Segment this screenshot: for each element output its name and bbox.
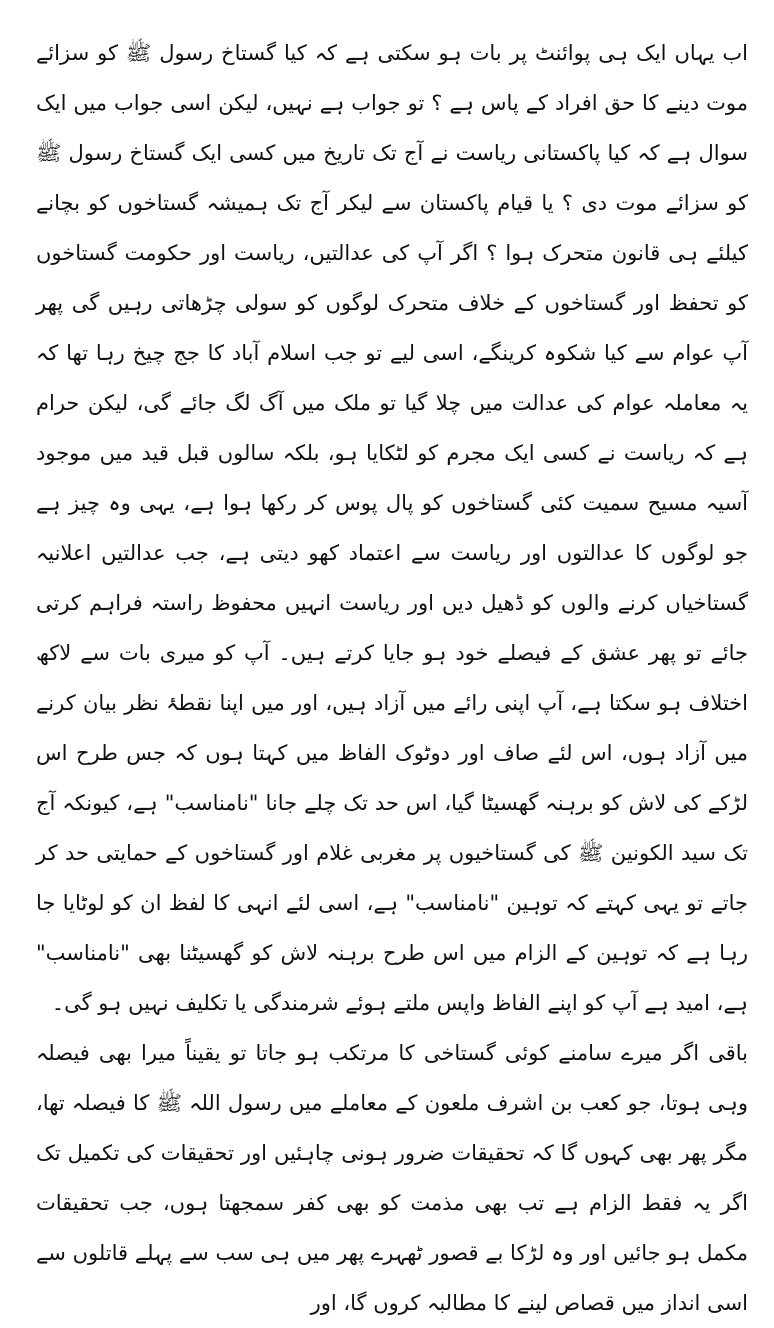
paragraph-2: باقی اگر میرے سامنے کوئی گستاخی کا مرتکب ہو جاتا تو یقیناً میرا بھی فیصلہ وہی ہوتا، جو کعب بن اشرف ملعون کے معاملے میں رسول اللہ ﷺ کا فیصلہ تھا، مگر پھر بھی کہوں گا کہ تحقیقات ضرور ہونی چاہئیں اور تحقیقات کی تکمیل تک اگر یہ فقط الزام ہے تب بھی مذمت کو بھی کفر سمجھتا ہوں، جب تحقیقات مکمل ہو جائیں اور وہ لڑکا بے قصور ٹھہرے پھر میں ہی سب سے پہلے قاتلوں سے اسی انداز میں قصاص لینے کا مطالبہ کروں گا، اور	[36, 1041, 748, 1315]
urdu-article-text	[36, 28, 748, 1328]
paragraph-1: اب یہاں ایک ہی پوائنٹ پر بات ہو سکتی ہے کہ کیا گستاخ رسول ﷺ کو سزائے موت دینے کا حق افراد کے پاس ہے ؟ تو جواب ہے نہیں، لیکن اسی جواب میں ایک سوال ہے کہ کیا پاکستانی ریاست نے آج تک تاریخ میں کسی ایک گستاخ رسول ﷺ کو سزائے موت دی ؟ یا قیام پاکستان سے لیکر آج تک ہمیشہ گستاخوں کو بچانے کیلئے ہی قانون متحرک ہوا ؟ اگر آپ کی عدالتیں، ریاست اور حکومت گستاخوں کو تحفظ اور گستاخوں کے خلاف متحرک لوگوں کو سولی چڑھاتی رہیں گی پھر آپ عوام سے کیا شکوہ کرینگے، اسی لیے تو جب اسلام آباد کا جج چیخ رہا تھا کہ یہ معاملہ عوام کی عدالت میں چلا گیا تو ملک میں آگ لگ جائے گی، لیکن حرام ہے کہ ریاست نے کسی ایک مجرم کو لٹکایا ہو، بلکہ سالوں قبل قید میں موجود آسیہ مسیح سمیت کئی گستاخوں کو پال پوس کر رکھا ہوا ہے، یہی وہ چیز ہے جو لوگوں کا عدالتوں اور ریاست سے اعتماد کھو دیتی ہے، جب عدالتیں اعلانیہ گستاخیاں کرنے والوں کو ڈھیل دیں اور ریاست انہیں محفوظ راستہ فراہم کرتی جائے تو پھر عشق کے فیصلے خود ہو جایا کرتے ہیں۔ آپ کو میری بات سے لاکھ اختلاف ہو سکتا ہے، آپ اپنی رائے میں آزاد ہیں، اور میں اپنا نقطۂ نظر بیان کرنے میں آزاد ہوں، اس لئے صاف اور دوٹوک الفاظ میں کہتا ہوں کہ جس طرح اس لڑکے کی لاش کو برہنہ گھسیٹا گیا، اس حد تک چلے جانا "نامناسب" ہے، کیونکہ آج تک سید الکونین ﷺ کی گستاخیوں پر مغربی غلام اور گستاخوں کے حمایتی حد کر جاتے تو یہی کہتے کہ توہین "نامناسب" ہے، اسی لئے انہی کا لفظ ان کو لوٹایا جا رہا ہے کہ توہین کے الزام میں اس طرح برہنہ لاش کو گھسیٹنا بھی "نامناسب" ہے، امید ہے آپ کو اپنے الفاظ واپس ملتے ہوئے شرمندگی یا تکلیف نہیں ہو گی۔	[36, 41, 748, 1015]
